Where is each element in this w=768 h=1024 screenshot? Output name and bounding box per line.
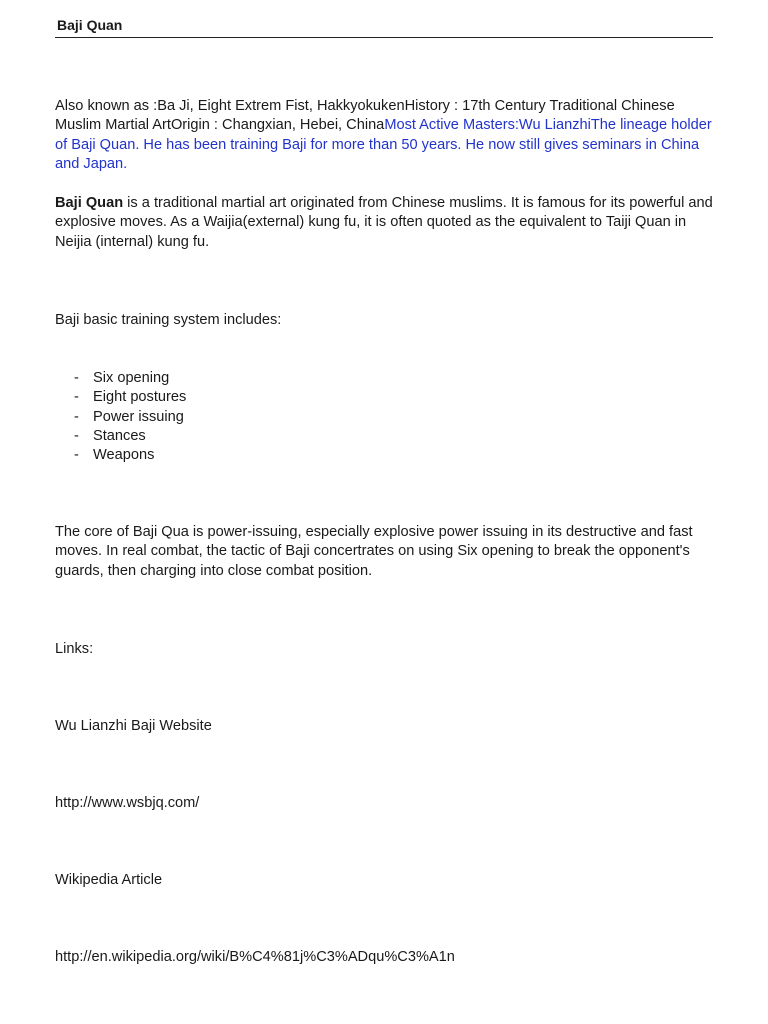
- list-item-label: Power issuing: [93, 408, 184, 425]
- bullet-dash: -: [74, 447, 79, 464]
- intro-paragraph: [55, 97, 720, 174]
- list-item: [74, 408, 186, 427]
- link-wikipedia-article[interactable]: [55, 871, 720, 890]
- training-heading: Baji basic training system includes:: [55, 312, 282, 328]
- core-paragraph: The core of Baji Qua is power-issuing, especially explosive power issuing in its destructive and fast moves. In real combat, the tactic of Baji concertrates on using Six opening to break the opponent's guards, then charging into close combat position.: [55, 524, 693, 579]
- link-wu-lianzhi-website[interactable]: [55, 717, 720, 736]
- description-term: Baji Quan: [55, 195, 124, 211]
- list-item: [74, 446, 186, 465]
- link-wsbjq-url[interactable]: [55, 794, 720, 813]
- list-item-label: Stances: [93, 427, 146, 444]
- list-item-label: Eight postures: [93, 389, 187, 406]
- bullet-dash: -: [74, 408, 79, 425]
- list-item: [74, 427, 186, 446]
- list-item-label: Six opening: [93, 370, 170, 386]
- intro-masters-highlight: Most Active Masters:Wu LianzhiThe lineage holder of Baji Quan. He has been training Baji for more than 50 years. He now still gives seminars in China and Japan.: [55, 117, 712, 172]
- description-text: is a traditional martial art originated from Chinese muslims. It is famous for its powerful and explosive moves. As a Waijia(external) kung fu, it is often quoted as the equivalent to Taiji Quan in Neijia (internal) kung fu.: [55, 195, 713, 250]
- bullet-dash: -: [74, 389, 79, 406]
- link-wikipedia-url[interactable]: [55, 948, 720, 967]
- list-item: [74, 369, 186, 388]
- link-wu-lianzhi-website-text[interactable]: Wu Lianzhi Baji Website: [55, 718, 212, 734]
- bullet-dash: -: [74, 370, 79, 386]
- training-list: [74, 369, 186, 465]
- link-wikipedia-article-text[interactable]: Wikipedia Article: [55, 872, 163, 888]
- link-wikipedia-url-text[interactable]: http://en.wikipedia.org/wiki/B%C4%81j%C3%ADqu%C3%A1n: [55, 949, 455, 965]
- intro-facts: Also known as :Ba Ji, Eight Extrem Fist, HakkyokukenHistory : 17th Century Traditional Chinese Muslim Martial ArtOrigin : Changxian, Hebei, China: [55, 98, 675, 134]
- list-item: [74, 388, 186, 407]
- links-heading: Links:: [55, 641, 94, 657]
- list-item-label: Weapons: [93, 447, 155, 464]
- page-title: Baji Quan: [57, 17, 123, 33]
- bullet-dash: -: [74, 427, 79, 444]
- description-paragraph: [55, 194, 720, 252]
- header-divider: [55, 37, 713, 38]
- link-wsbjq-url-text[interactable]: http://www.wsbjq.com/: [55, 795, 200, 811]
